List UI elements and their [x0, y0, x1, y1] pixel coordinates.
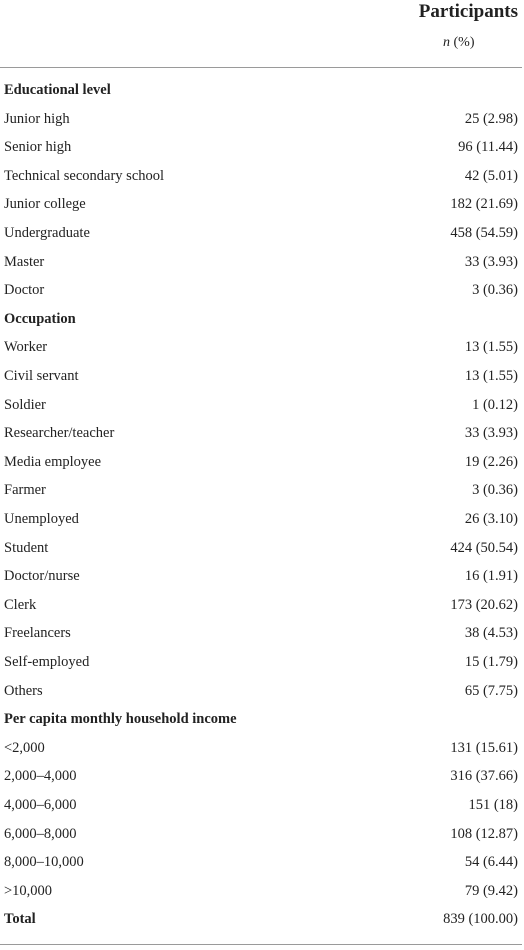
- row-value: 13 (1.55): [464, 339, 518, 356]
- row-label: Civil servant: [4, 368, 79, 384]
- table-row: [0, 620, 524, 649]
- table-row: [0, 592, 524, 621]
- table-row: [0, 134, 524, 163]
- percent-label: (%): [450, 35, 475, 50]
- row-label: 6,000–8,000: [4, 825, 77, 842]
- table-row: [0, 420, 524, 449]
- table-row: [0, 277, 524, 306]
- row-label: >10,000: [4, 882, 53, 899]
- row-label: 4,000–6,000: [4, 797, 77, 813]
- row-label: 8,000–10,000: [4, 854, 84, 871]
- row-value: 1 (0.12): [472, 396, 518, 413]
- row-label: Educational level: [4, 82, 111, 98]
- row-label: Senior high: [4, 139, 72, 156]
- table-row: [0, 849, 524, 878]
- row-label: Researcher/teacher: [4, 425, 115, 442]
- section-heading-row: [0, 77, 524, 106]
- row-label: Junior high: [4, 110, 70, 127]
- row-value: 182 (21.69): [450, 196, 518, 213]
- row-label: Soldier: [4, 396, 46, 413]
- table-row: [0, 563, 524, 592]
- row-label: Total: [4, 911, 36, 928]
- table-row: [0, 477, 524, 506]
- section-heading-row: [0, 306, 524, 335]
- table-row: [0, 506, 524, 535]
- row-label: Doctor/nurse: [4, 568, 80, 585]
- table-row: [0, 678, 524, 707]
- row-label: Junior college: [4, 196, 86, 213]
- row-label: Worker: [4, 339, 48, 356]
- row-label: Others: [4, 682, 43, 699]
- row-label: Unemployed: [4, 511, 79, 527]
- table-row: [0, 449, 524, 478]
- row-value: 33 (3.93): [464, 425, 518, 442]
- row-value: 108 (12.87): [450, 825, 518, 842]
- table-row: [0, 220, 524, 249]
- total-row: [0, 906, 524, 935]
- row-label: Technical secondary school: [4, 167, 165, 184]
- n-symbol: n: [443, 35, 450, 50]
- table-row: [0, 191, 524, 220]
- row-value: 458 (54.59): [450, 225, 518, 241]
- row-label: Per capita monthly household income: [4, 711, 237, 728]
- table-row: [0, 649, 524, 678]
- table-row: [0, 821, 524, 850]
- row-value: 839 (100.00): [443, 911, 518, 928]
- row-label: Undergraduate: [4, 225, 90, 241]
- row-label: Freelancers: [4, 625, 71, 642]
- table-row: [0, 792, 524, 821]
- table-row: [0, 763, 524, 792]
- row-value: 3 (0.36): [472, 482, 518, 499]
- section-heading-row: [0, 706, 524, 735]
- row-label: Farmer: [4, 482, 46, 499]
- header-rule: [0, 67, 522, 68]
- row-value: 26 (3.10): [464, 511, 518, 527]
- column-subheader-n-percent: [443, 35, 475, 51]
- row-label: Occupation: [4, 310, 76, 327]
- row-value: 15 (1.79): [464, 654, 518, 670]
- table-row: [0, 334, 524, 363]
- row-value: 54 (6.44): [464, 854, 518, 871]
- table-row: [0, 249, 524, 278]
- row-label: Student: [4, 539, 49, 556]
- row-label: Clerk: [4, 596, 37, 613]
- table-row: [0, 163, 524, 192]
- table-row: [0, 392, 524, 421]
- row-value: 316 (37.66): [450, 768, 518, 785]
- row-value: 16 (1.91): [464, 568, 518, 585]
- row-value: 131 (15.61): [450, 739, 518, 756]
- row-label: Doctor: [4, 282, 45, 299]
- table-row: [0, 363, 524, 392]
- table-row: [0, 535, 524, 564]
- row-value: 42 (5.01): [464, 167, 518, 184]
- row-label: Self-employed: [4, 654, 90, 670]
- row-value: 13 (1.55): [464, 368, 518, 384]
- table-row: [0, 878, 524, 907]
- bottom-rule: [0, 944, 522, 945]
- row-value: 79 (9.42): [464, 882, 518, 899]
- row-label: Media employee: [4, 453, 102, 470]
- column-header-participants: Participants: [418, 1, 518, 22]
- row-value: 96 (11.44): [458, 139, 518, 156]
- row-value: 19 (2.26): [464, 453, 518, 470]
- row-value: 173 (20.62): [450, 596, 518, 613]
- row-label: <2,000: [4, 739, 45, 756]
- row-value: 424 (50.54): [450, 539, 518, 556]
- row-value: 65 (7.75): [464, 682, 518, 699]
- table-row: [0, 106, 524, 135]
- row-label: Master: [4, 253, 45, 270]
- row-value: 151 (18): [468, 797, 518, 813]
- row-value: 33 (3.93): [464, 253, 518, 270]
- row-label: 2,000–4,000: [4, 768, 77, 785]
- row-value: 3 (0.36): [472, 282, 518, 299]
- row-value: 38 (4.53): [464, 625, 518, 642]
- table-row: [0, 735, 524, 764]
- row-value: 25 (2.98): [464, 110, 518, 127]
